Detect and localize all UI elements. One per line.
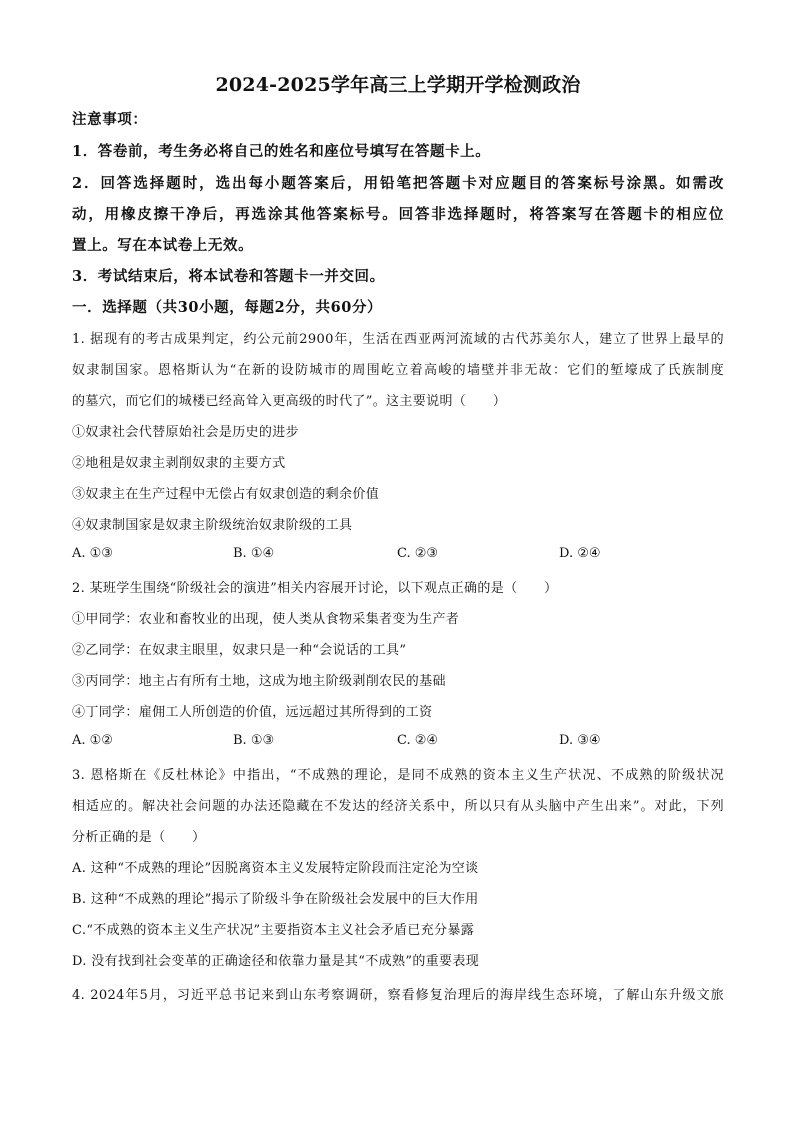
q3-stem-line-3: 分析正确的是（ ） bbox=[72, 830, 206, 845]
notice-line-3: 动，用橡皮擦干净后，再选涂其他答案标号。回答非选择题时，将答案写在答题卡的相应位 bbox=[72, 206, 724, 223]
q1-stem-line-3: 的墓穴，而它们的城楼已经高耸入更高级的时代了”。这主要说明（ ） bbox=[72, 394, 507, 409]
notice-line-1: 1．答卷前，考生务必将自己的姓名和座位号填写在答题卡上。 bbox=[72, 143, 491, 160]
q1-item-1: ①奴隶社会代替原始社会是历史的进步 bbox=[72, 425, 299, 440]
q3-choice-b: B. 这种“不成熟的理论”揭示了阶级斗争在阶级社会发展中的巨大作用 bbox=[72, 892, 479, 907]
q3-choice-d: D. 没有找到社会变革的正确途径和依靠力量是其“不成熟”的重要表现 bbox=[72, 954, 480, 969]
q2-options bbox=[72, 733, 724, 753]
q1-item-4: ④奴隶制国家是奴隶主阶级统治奴隶阶级的工具 bbox=[72, 518, 353, 533]
q2-option-a: A. ①② bbox=[72, 733, 113, 748]
q1-option-a: A. ①③ bbox=[72, 546, 113, 561]
q2-item-4: ④丁同学：雇佣工人所创造的价值，远远超过其所得到的工资 bbox=[72, 705, 433, 720]
q2-option-b: B. ①③ bbox=[233, 733, 275, 748]
q1-stem-line-2: 奴隶制国家。恩格斯认为“在新的设防城市的周围屹立着高峻的墙壁并非无故：它们的堑壕成了氏族制度 bbox=[72, 363, 724, 378]
q3-stem-line-1: 3. 恩格斯在《反杜林论》中指出，“不成熟的理论，是同不成熟的资本主义生产状况、不成熟的阶级状况 bbox=[72, 768, 724, 783]
q2-item-1: ①甲同学：农业和畜牧业的出现，使人类从食物采集者变为生产者 bbox=[72, 612, 460, 627]
notice-heading: 注意事项： bbox=[72, 111, 148, 128]
q1-option-b: B. ①④ bbox=[233, 546, 275, 561]
section-heading: 一．选择题（共30小题，每题2分，共60分） bbox=[72, 299, 383, 316]
q4-stem-line-1: 4. 2024年5月，习近平总书记来到山东考察调研，察看修复治理后的海岸线生态环境，了解山东升级文旅 bbox=[72, 988, 724, 1003]
q3-choice-a: A. 这种“不成熟的理论”因脱离资本主义发展特定阶段而注定沦为空谈 bbox=[72, 861, 479, 876]
notice-line-5: 3．考试结束后，将本试卷和答题卡一并交回。 bbox=[72, 268, 385, 285]
notice-line-2: 2．回答选择题时，选出每小题答案后，用铅笔把答题卡对应题目的答案标号涂黑。如需改 bbox=[72, 175, 724, 192]
q1-options bbox=[72, 546, 724, 566]
q1-option-c: C. ②③ bbox=[397, 546, 439, 561]
q1-item-3: ③奴隶主在生产过程中无偿占有奴隶创造的剩余价值 bbox=[72, 487, 380, 502]
q2-item-2: ②乙同学：在奴隶主眼里，奴隶只是一种“会说话的工具” bbox=[72, 643, 407, 658]
q2-stem: 2. 某班学生围绕“阶级社会的演进”相关内容展开讨论，以下观点正确的是（ ） bbox=[72, 581, 558, 596]
q2-option-c: C. ②④ bbox=[397, 733, 439, 748]
q1-item-2: ②地租是奴隶主剥削奴隶的主要方式 bbox=[72, 456, 286, 471]
q2-option-d: D. ③④ bbox=[559, 733, 601, 748]
q1-stem-line-1: 1. 据现有的考古成果判定，约公元前2900年，生活在西亚两河流域的古代苏美尔人，建立了世界上最早的 bbox=[72, 332, 724, 347]
q1-option-d: D. ②④ bbox=[559, 546, 601, 561]
notice-line-4: 置上。写在本试卷上无效。 bbox=[72, 237, 254, 254]
q2-item-3: ③丙同学：地主占有所有土地，这成为地主阶级剥削农民的基础 bbox=[72, 674, 446, 689]
q3-choice-c: C.“不成熟的资本主义生产状况”主要指资本主义社会矛盾已充分暴露 bbox=[72, 923, 475, 938]
q3-stem-line-2: 相适应的。解决社会问题的办法还隐藏在不发达的经济关系中，所以只有从头脑中产生出来”。对此，下列 bbox=[72, 799, 724, 814]
exam-title: 2024-2025学年高三上学期开学检测政治 bbox=[215, 74, 581, 96]
